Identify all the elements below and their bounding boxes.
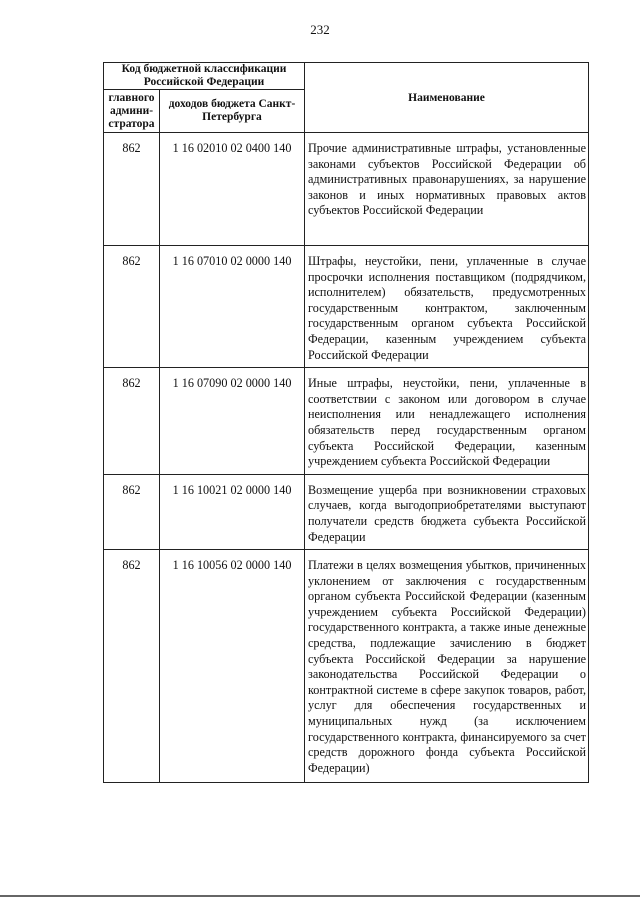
header-chief-administrator: главного админи-стратора xyxy=(104,90,160,133)
income-name-cell: Иные штрафы, неустойки, пени, уплаченные в соответствии с законом или договором в случае неисполнения или ненадлежащего исполнения обязательств перед государственным органом субъекта Российской Федерации, казенным учреждением субъекта Российской Федерации xyxy=(305,368,589,475)
income-code-cell: 1 16 10021 02 0000 140 xyxy=(160,474,305,549)
income-name-cell: Платежи в целях возмещения убытков, причиненных уклонением от заключения с государственным органом субъекта Российской Федерации (казенным учреждением субъекта Российской Федерации) государственного контракта, а также иные денежные средства, подлежащие зачислению в бюджет субъекта Российской Федерации за нарушение законодательства Российской Федерации о контрактной системе в сфере закупок товаров, работ, услуг для обеспечения государственных и муниципальных нужд (за исключением государственного контракта, финансируемого за счет средств дорожного фонда субъекта Российской Федерации) xyxy=(305,550,589,783)
income-name-cell: Прочие административные штрафы, установленные законами субъектов Российской Федерации об административных правонарушениях, за нарушение законов и иных нормативных правовых актов субъектов Российской Федерации xyxy=(305,133,589,246)
page-number: 232 xyxy=(310,22,330,37)
income-code-cell: 1 16 02010 02 0400 140 xyxy=(160,133,305,246)
table-row xyxy=(104,133,589,246)
page-bottom-edge xyxy=(0,895,640,897)
income-code-cell: 1 16 07010 02 0000 140 xyxy=(160,246,305,368)
admin-code-cell: 862 xyxy=(104,368,160,475)
table-row xyxy=(104,246,589,368)
header-budget-income: доходов бюджета Санкт-Петербурга xyxy=(160,90,305,133)
admin-code-cell: 862 xyxy=(104,246,160,368)
income-name-cell: Возмещение ущерба при возникновении страховых случаев, когда выгодоприобретателями выступают получатели средств бюджета субъекта Российской Федерации xyxy=(305,474,589,549)
income-code-cell: 1 16 07090 02 0000 140 xyxy=(160,368,305,475)
table-row xyxy=(104,368,589,475)
header-classification-code: Код бюджетной классификации Российской Федерации xyxy=(104,63,305,90)
income-code-cell: 1 16 10056 02 0000 140 xyxy=(160,550,305,783)
admin-code-cell: 862 xyxy=(104,550,160,783)
table-row xyxy=(104,474,589,549)
table-row xyxy=(104,550,589,783)
admin-code-cell: 862 xyxy=(104,133,160,246)
admin-code-cell: 862 xyxy=(104,474,160,549)
table-header-row xyxy=(104,63,589,90)
income-name-cell: Штрафы, неустойки, пени, уплаченные в случае просрочки исполнения поставщиком (подрядчиком, исполнителем) обязательств, предусмотренных государственным контрактом, заключенным государственным органом субъекта Российской Федерации, казенным учреждением субъекта Российской Федерации xyxy=(305,246,589,368)
header-name: Наименование xyxy=(305,63,589,133)
budget-classification-table xyxy=(103,62,589,783)
